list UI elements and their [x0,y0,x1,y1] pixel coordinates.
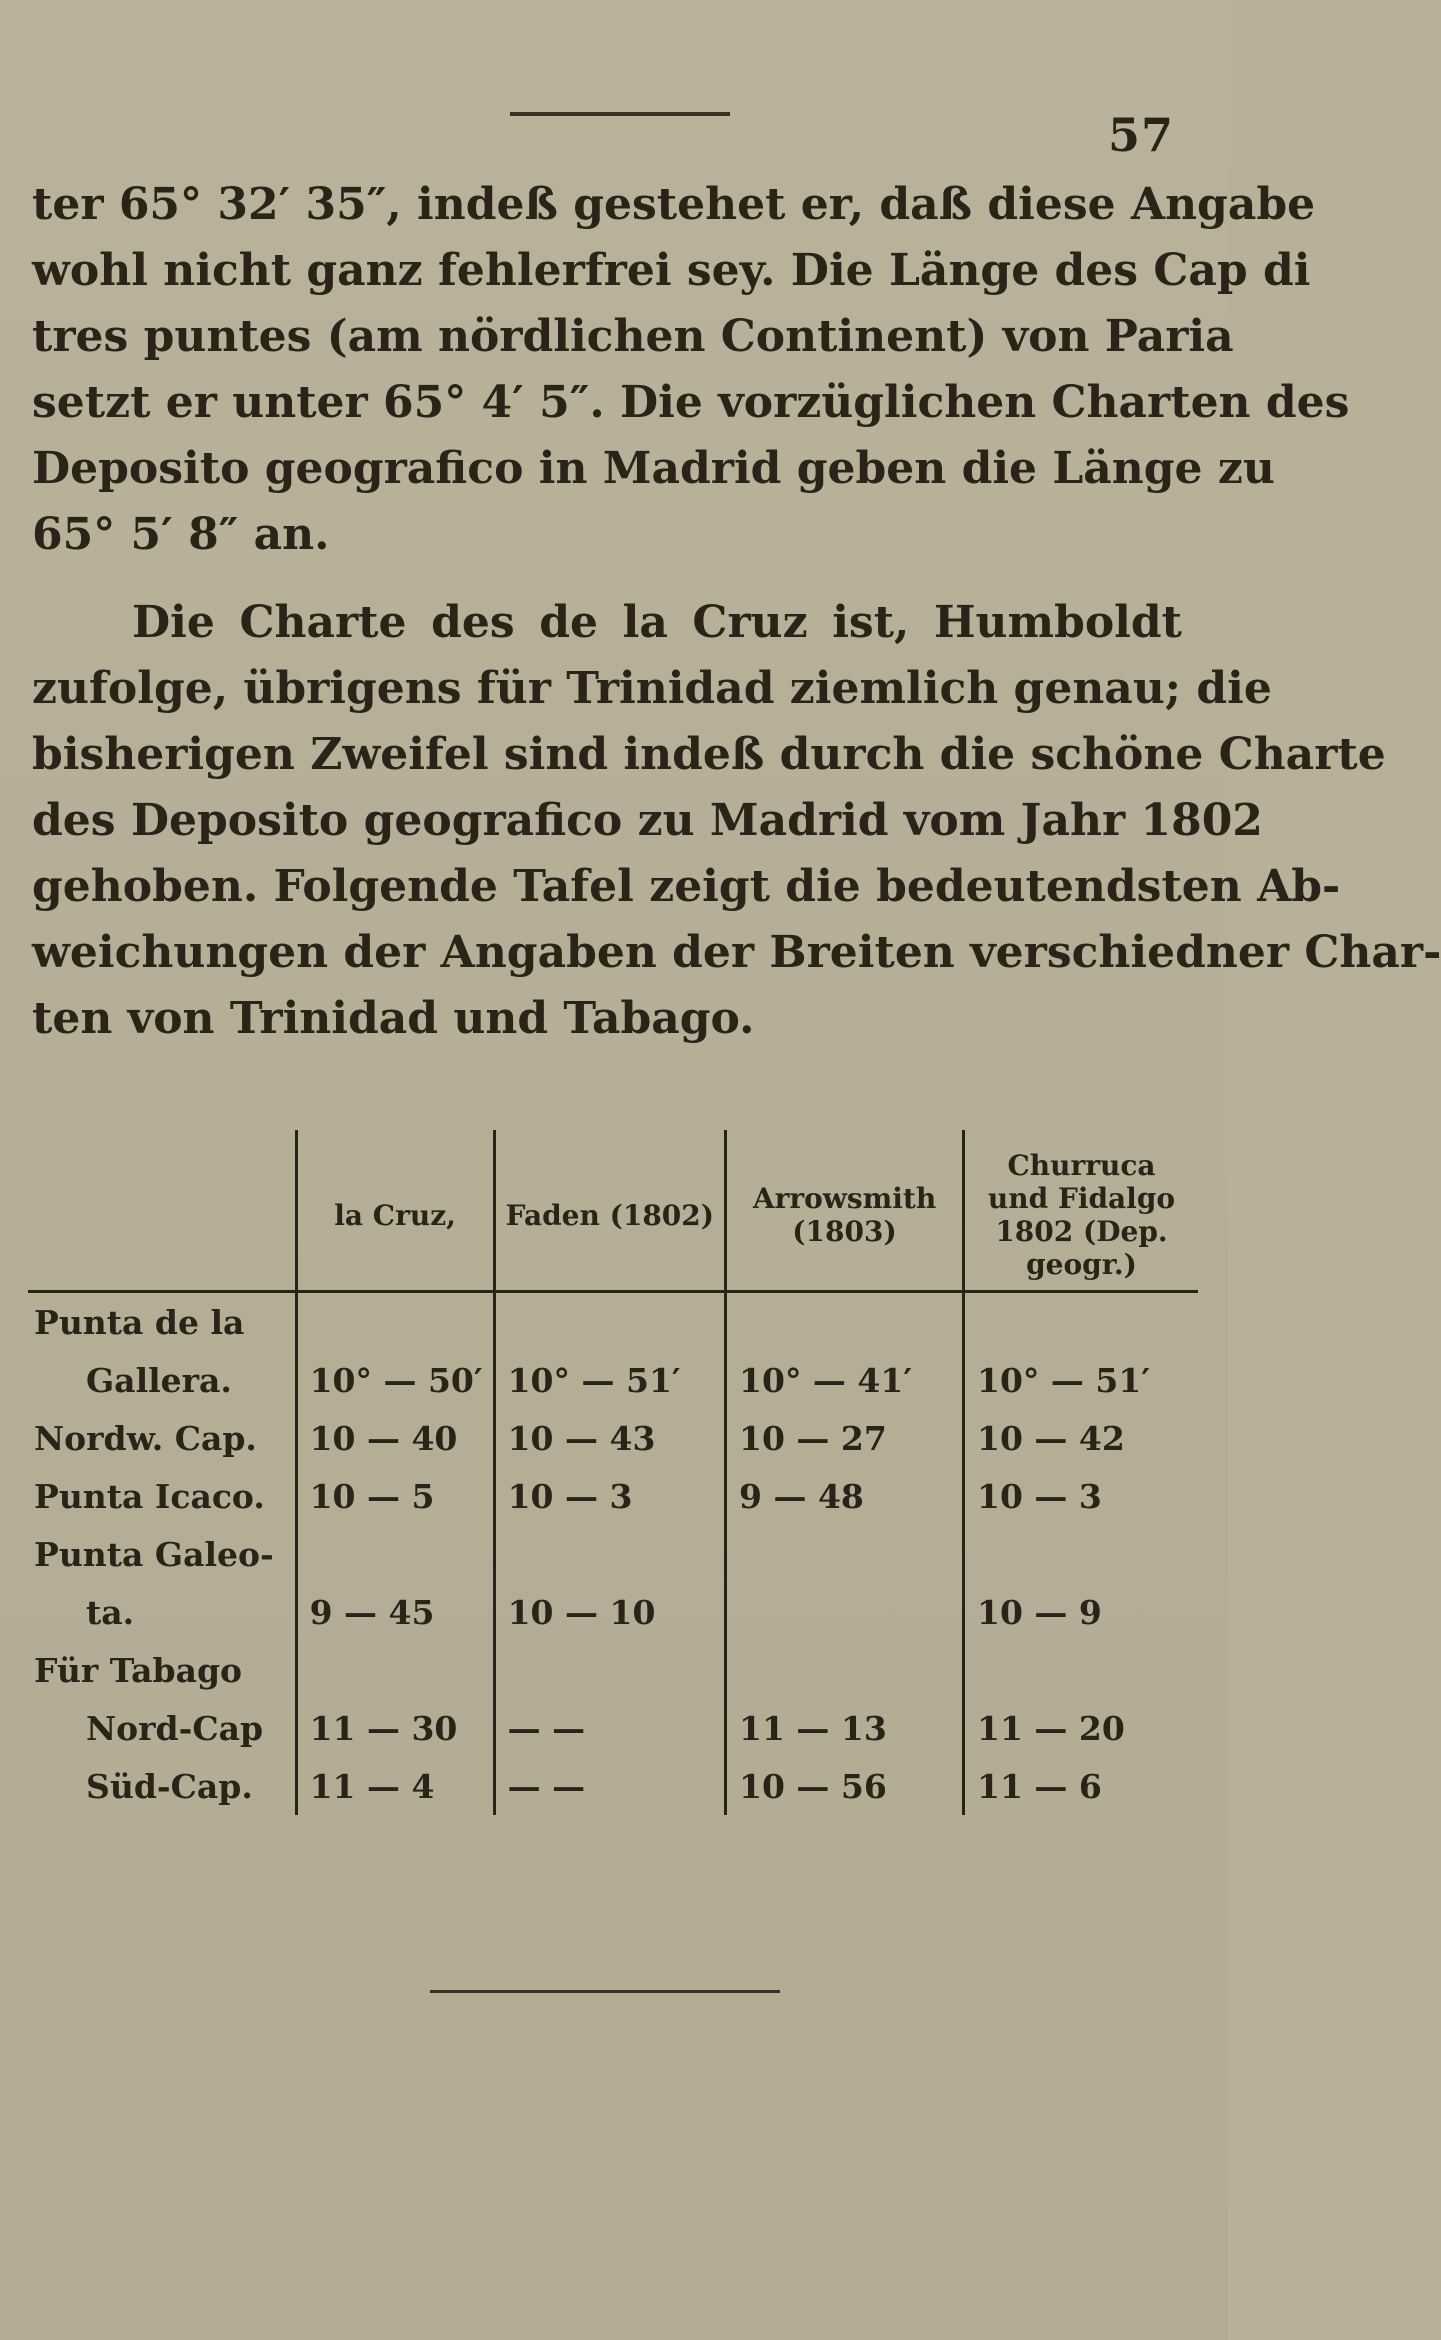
table-cell: 10 — 10 [494,1583,725,1641]
table-cell: 10 — 3 [494,1467,725,1525]
table-cell [296,1525,494,1583]
table-cell [494,1292,725,1352]
table-cell: 9 — 45 [296,1583,494,1641]
text-line: weichungen der Angaben der Breiten verschiedner Char- [32,927,1441,978]
table-cell: 11 — 30 [296,1699,494,1757]
table-cell: 11 — 13 [726,1699,964,1757]
table-header: la Cruz, [296,1130,494,1292]
table-cell [296,1292,494,1352]
table-cell: 11 — 4 [296,1757,494,1815]
table-row [28,1641,1198,1699]
table-cell: 9 — 48 [726,1467,964,1525]
text-line: wohl nicht ganz fehlerfrei sey. Die Länge des Cap di [32,245,1311,296]
row-label: Nordw. Cap. [34,1418,257,1458]
table-cell: 10 — 56 [726,1757,964,1815]
text-line: ten von Trinidad und Tabago. [32,993,755,1044]
row-label: Punta de la [34,1302,245,1342]
table-row [28,1583,1198,1641]
table-row [28,1467,1198,1525]
table-cell: 10 — 5 [296,1467,494,1525]
text-line: Deposito geografico in Madrid geben die Länge zu [32,443,1275,494]
table-cell: 10 — 43 [494,1409,725,1467]
row-label: Punta Galeo- [34,1534,274,1574]
row-label: Gallera. [86,1360,232,1400]
table-cell: 10 — 9 [964,1583,1199,1641]
table-cell: 10 — 3 [964,1467,1199,1525]
row-label: Nord-Cap [86,1708,264,1748]
row-label: ta. [86,1592,135,1632]
footer-rule [430,1990,780,1993]
table-cell [964,1292,1199,1352]
table-cell: 10 — 27 [726,1409,964,1467]
table-header: Arrowsmith (1803) [726,1130,964,1292]
table-cell [726,1583,964,1641]
table-cell: 10° — 51′ [964,1351,1199,1409]
text-line: gehoben. Folgende Tafel zeigt die bedeutendsten Ab- [32,861,1341,912]
table-row [28,1292,1198,1352]
table-header: Faden (1802) [494,1130,725,1292]
text-line: ter 65° 32′ 35″, indeß gestehet er, daß diese Angabe [32,179,1316,230]
table-header-blank [28,1130,296,1292]
table-cell: — — [494,1699,725,1757]
table-cell: 10° — 50′ [296,1351,494,1409]
table-cell: 10° — 41′ [726,1351,964,1409]
table-cell [494,1641,725,1699]
row-label: Punta Icaco. [34,1476,265,1516]
table-cell [726,1641,964,1699]
table-cell [726,1292,964,1352]
table-cell [964,1525,1199,1583]
paragraph [32,172,1350,568]
table-row [28,1351,1198,1409]
table-cell: 10 — 42 [964,1409,1199,1467]
table-row [28,1699,1198,1757]
text-line: des Deposito geografico zu Madrid vom Jahr 1802 [32,795,1263,846]
text-line: zufolge, übrigens für Trinidad ziemlich genau; die [32,663,1272,714]
table-cell: 10 — 40 [296,1409,494,1467]
table-cell [494,1525,725,1583]
table-cell [726,1525,964,1583]
paragraph [32,590,1441,1052]
table-header: Churruca und Fidalgo 1802 (Dep. geogr.) [964,1130,1199,1292]
table-row [28,1525,1198,1583]
text-line: Die Charte des de la Cruz ist, Humboldt [132,597,1182,648]
row-label: Süd-Cap. [86,1766,253,1806]
table-cell: 11 — 20 [964,1699,1199,1757]
text-line: tres puntes (am nördlichen Continent) von Paria [32,311,1234,362]
table-cell: — — [494,1757,725,1815]
table-row [28,1757,1198,1815]
page-number: 57 [1107,108,1174,162]
body-text [32,172,1441,1052]
table-header-row [28,1130,1198,1292]
row-label: Für Tabago [34,1650,243,1690]
table-cell: 11 — 6 [964,1757,1199,1815]
latitude-table [28,1130,1198,1815]
table-row [28,1409,1198,1467]
table-cell [296,1641,494,1699]
text-line: bisherigen Zweifel sind indeß durch die schöne Charte [32,729,1386,780]
table-cell [964,1641,1199,1699]
table-cell: 10° — 51′ [494,1351,725,1409]
text-line: setzt er unter 65° 4′ 5″. Die vorzüglichen Charten des [32,377,1350,428]
text-line: 65° 5′ 8″ an. [32,509,330,560]
header-rule [510,112,730,116]
